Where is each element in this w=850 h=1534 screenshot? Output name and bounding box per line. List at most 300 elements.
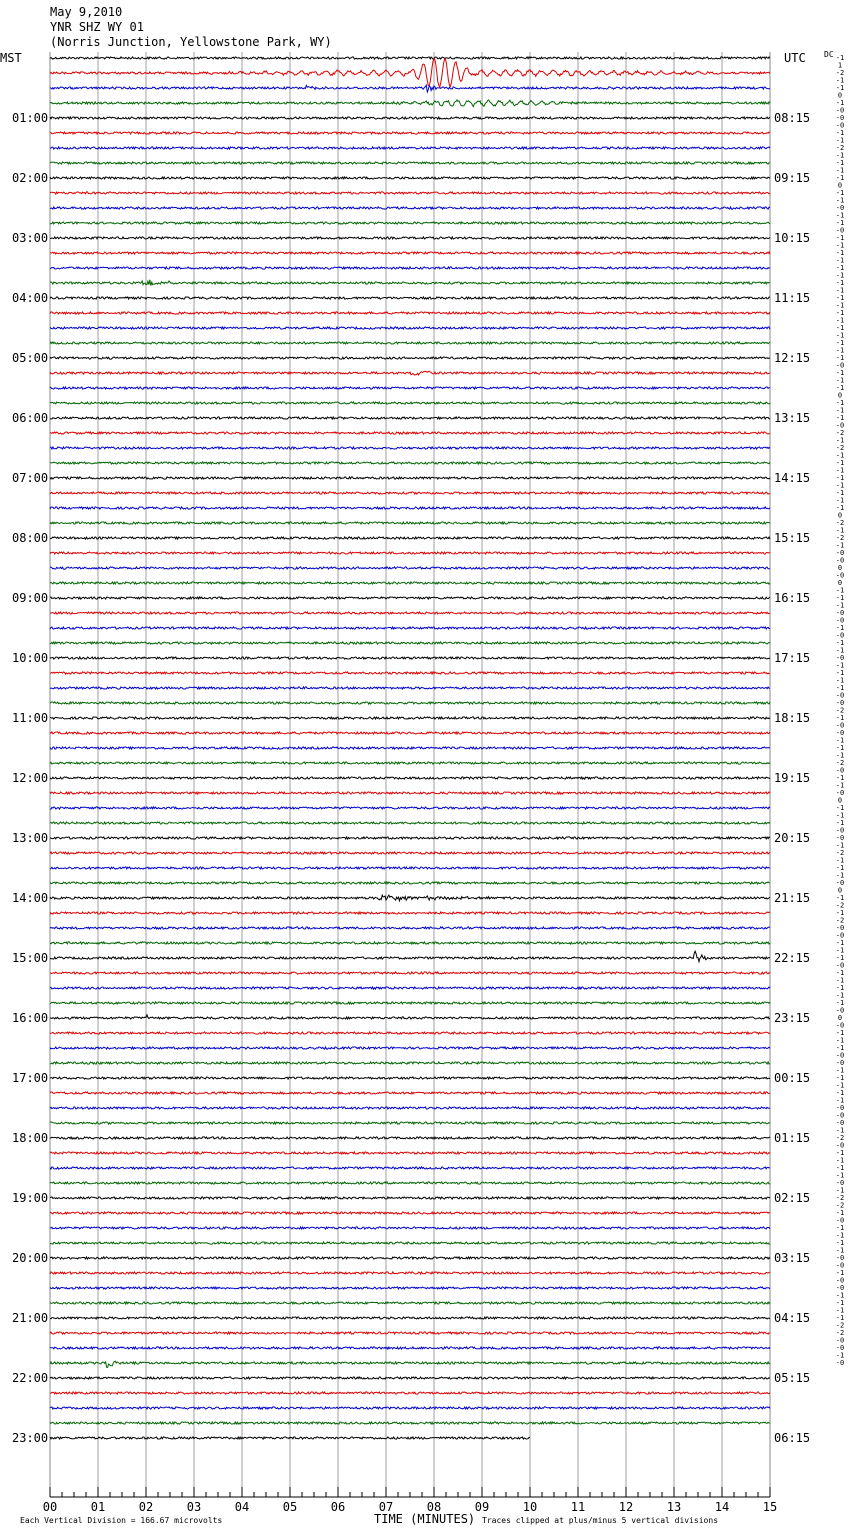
dc-offset-value: -1 — [835, 234, 845, 242]
dc-offset-value: -1 — [835, 954, 845, 962]
hour-label-mst: 18:00 — [12, 1131, 49, 1145]
dc-offset-value: -1 — [835, 781, 845, 790]
trace-70 — [50, 1107, 770, 1109]
dc-offset-value: -0 — [835, 834, 845, 842]
trace-43 — [50, 702, 770, 704]
trace-81 — [50, 1272, 770, 1274]
trace-84 — [50, 1317, 770, 1319]
trace-14 — [50, 267, 770, 269]
hour-label-utc: 15:15 — [774, 531, 811, 545]
dc-offset-value: -1 — [835, 339, 845, 347]
dc-offset-value: -2 — [835, 759, 845, 767]
trace-76 — [50, 1197, 770, 1199]
trace-82 — [50, 1287, 770, 1289]
dc-offset-value: -1 — [835, 249, 845, 257]
dc-offset-value: -0 — [835, 1021, 845, 1030]
station-label: YNR SHZ WY 01 — [50, 20, 144, 34]
dc-offset-value: -2 — [835, 429, 845, 437]
dc-offset-value: -0 — [835, 654, 845, 662]
trace-44 — [50, 717, 770, 719]
dc-offset-value: -1 — [835, 1269, 845, 1277]
dc-offset-value: -1 — [835, 399, 845, 407]
dc-offset-value: -1 — [835, 1239, 845, 1247]
hour-label-utc: 09:15 — [774, 171, 811, 185]
dc-offset-value: -1 — [835, 639, 845, 647]
trace-23 — [50, 402, 770, 404]
dc-offset-value: -1 — [835, 129, 845, 137]
x-tick-label: 07 — [378, 1500, 394, 1514]
dc-offset-value: -1 — [835, 189, 845, 197]
dc-offset-value: -0 — [835, 721, 845, 730]
dc-offset-value: -1 — [835, 331, 845, 340]
trace-11 — [50, 222, 770, 224]
dc-offset-value: -1 — [835, 804, 845, 812]
utc-axis-label: UTC — [784, 51, 806, 65]
dc-offset-value: -1 — [835, 211, 845, 220]
hour-label-mst: 07:00 — [12, 471, 49, 485]
hour-label-utc: 13:15 — [774, 411, 811, 425]
trace-30 — [50, 507, 770, 509]
hour-label-utc: 02:15 — [774, 1191, 811, 1205]
hour-label-mst: 21:00 — [12, 1311, 49, 1325]
x-tick-label: 01 — [90, 1500, 106, 1514]
dc-offset-value: -1 — [835, 1126, 845, 1135]
dc-offset-value: -2 — [835, 519, 845, 527]
hour-label-mst: 23:00 — [12, 1431, 49, 1445]
dc-offset-value: -1 — [835, 1171, 845, 1180]
trace-87 — [50, 1361, 770, 1367]
trace-60 — [50, 951, 770, 961]
dc-offset-value: -1 — [835, 646, 845, 655]
trace-65 — [50, 1032, 770, 1034]
trace-35 — [50, 582, 770, 584]
trace-58 — [50, 927, 770, 929]
x-axis-ticks — [43, 1487, 777, 1514]
dc-offset-value: -1 — [835, 1081, 845, 1090]
trace-36 — [50, 597, 770, 599]
dc-offset-value: -0 — [835, 204, 845, 212]
dc-offset-value: -1 — [835, 76, 845, 85]
trace-86 — [50, 1347, 770, 1349]
x-tick-label: 13 — [666, 1500, 682, 1514]
dc-offset-value: -1 — [835, 946, 845, 955]
dc-offset-value: -2 — [835, 1201, 845, 1210]
hour-label-utc: 22:15 — [774, 951, 811, 965]
dc-offset-value: -2 — [835, 916, 845, 925]
hour-label-utc: 21:15 — [774, 891, 811, 905]
hour-label-mst: 02:00 — [12, 171, 49, 185]
trace-85 — [50, 1332, 770, 1334]
dc-offset-value: -1 — [835, 984, 845, 992]
trace-54 — [50, 867, 770, 869]
trace-78 — [50, 1227, 770, 1229]
dc-offset-value: -0 — [835, 609, 845, 617]
trace-53 — [50, 852, 770, 854]
trace-17 — [50, 312, 770, 314]
hour-label-mst: 14:00 — [12, 891, 49, 905]
hour-label-mst: 10:00 — [12, 651, 49, 665]
dc-offset-value: -0 — [835, 549, 845, 557]
dc-offset-value: -1 — [835, 354, 845, 362]
trace-15 — [50, 280, 770, 286]
dc-offset-value: -1 — [835, 294, 845, 302]
dc-offset-value: -1 — [835, 684, 845, 692]
dc-offset-labels — [836, 54, 844, 1367]
dc-offset-value: -0 — [835, 1216, 845, 1225]
trace-55 — [50, 882, 770, 884]
dc-offset-value: 0 — [837, 181, 843, 190]
x-tick-label: 14 — [714, 1500, 730, 1514]
hour-label-utc: 00:15 — [774, 1071, 811, 1085]
hour-label-mst: 22:00 — [12, 1371, 49, 1385]
trace-83 — [50, 1302, 770, 1304]
x-axis-title: TIME (MINUTES) — [374, 1512, 476, 1526]
dc-offset-value: -1 — [835, 1299, 845, 1307]
trace-25 — [50, 432, 770, 434]
trace-39 — [50, 642, 770, 644]
dc-offset-value: -1 — [835, 1164, 845, 1172]
hour-label-mst: 13:00 — [12, 831, 49, 845]
hour-label-mst: 17:00 — [12, 1071, 49, 1085]
trace-80 — [50, 1257, 770, 1259]
dc-offset-value: -1 — [835, 1096, 845, 1105]
trace-18 — [50, 327, 770, 329]
dc-offset-value: -1 — [835, 586, 845, 595]
dc-label: DC — [824, 50, 834, 59]
trace-56 — [50, 895, 770, 901]
dc-offset-value: -1 — [835, 436, 845, 445]
trace-12 — [50, 237, 770, 239]
trace-22 — [50, 387, 770, 389]
dc-offset-value: -2 — [835, 1329, 845, 1337]
trace-68 — [50, 1077, 770, 1079]
dc-offset-value: -1 — [835, 406, 845, 415]
x-tick-label: 03 — [186, 1500, 202, 1514]
dc-offset-value: 0 — [837, 796, 843, 805]
trace-49 — [50, 792, 770, 794]
dc-offset-value: -1 — [835, 894, 845, 902]
dc-offset-value: -0 — [835, 1344, 845, 1352]
dc-offset-value: -1 — [835, 939, 845, 947]
dc-offset-value: -1 — [835, 496, 845, 505]
trace-75 — [50, 1182, 770, 1184]
dc-offset-value: -1 — [835, 1036, 845, 1045]
dc-offset-value: -1 — [835, 736, 845, 745]
dc-offset-value: -1 — [835, 969, 845, 977]
dc-offset-value: -0 — [835, 1261, 845, 1270]
dc-offset-value: -1 — [835, 841, 845, 850]
hour-label-utc: 04:15 — [774, 1311, 811, 1325]
dc-offset-value: -0 — [835, 631, 845, 640]
dc-offset-value: -2 — [835, 1194, 845, 1202]
hour-label-utc: 08:15 — [774, 111, 811, 125]
dc-offset-value: -2 — [835, 69, 845, 77]
trace-2 — [50, 85, 770, 92]
dc-offset-value: -0 — [835, 556, 845, 565]
x-tick-label: 04 — [234, 1500, 250, 1514]
trace-26 — [50, 447, 770, 449]
dc-offset-value: -0 — [835, 961, 845, 970]
dc-offset-value: -0 — [835, 616, 845, 625]
trace-1 — [50, 59, 770, 87]
trace-5 — [50, 132, 770, 134]
x-tick-label: 15 — [762, 1500, 778, 1514]
hour-label-utc: 01:15 — [774, 1131, 811, 1145]
dc-offset-value: -1 — [835, 504, 845, 512]
dc-offset-value: -0 — [835, 789, 845, 797]
time-gridlines — [50, 52, 770, 1497]
dc-offset-value: -1 — [835, 474, 845, 482]
dc-offset-value: -1 — [835, 1231, 845, 1240]
x-tick-label: 09 — [474, 1500, 490, 1514]
trace-62 — [50, 987, 770, 989]
trace-8 — [50, 177, 770, 179]
trace-66 — [50, 1047, 770, 1049]
dc-offset-value: -1 — [835, 909, 845, 917]
dc-offset-value: -0 — [835, 571, 845, 580]
dc-offset-value: -2 — [835, 849, 845, 857]
dc-offset-value: -1 — [835, 744, 845, 752]
hour-label-utc: 10:15 — [774, 231, 811, 245]
dc-offset-value: 0 — [837, 391, 843, 400]
trace-31 — [50, 522, 770, 524]
dc-offset-value: -0 — [835, 121, 845, 130]
dc-offset-value: -1 — [835, 271, 845, 280]
dc-offset-value: -0 — [835, 931, 845, 940]
dc-offset-value: -1 — [835, 871, 845, 880]
trace-29 — [50, 492, 770, 494]
dc-offset-value: -1 — [835, 1156, 845, 1165]
dc-offset-value: -1 — [835, 241, 845, 250]
seismic-traces — [50, 57, 770, 1439]
hour-label-mst: 16:00 — [12, 1011, 49, 1025]
dc-offset-value: -0 — [835, 1276, 845, 1285]
dc-offset-value: -0 — [835, 1284, 845, 1292]
trace-73 — [50, 1152, 770, 1154]
dc-offset-value: -0 — [835, 1359, 845, 1367]
date-label: May 9,2010 — [50, 5, 123, 19]
trace-3 — [50, 100, 770, 107]
dc-offset-value: -1 — [835, 151, 845, 160]
x-tick-label: 10 — [522, 1500, 538, 1514]
x-tick-label: 05 — [282, 1500, 298, 1514]
dc-offset-value: -1 — [835, 466, 845, 475]
dc-offset-value: -1 — [835, 384, 845, 392]
dc-offset-value: -0 — [835, 879, 845, 887]
trace-72 — [50, 1137, 770, 1139]
dc-offset-value: -0 — [835, 1051, 845, 1060]
dc-offset-value: -1 — [835, 774, 845, 782]
dc-offset-value: -1 — [835, 526, 845, 535]
hour-label-mst: 06:00 — [12, 411, 49, 425]
trace-59 — [50, 942, 770, 945]
dc-offset-value: -0 — [835, 1336, 845, 1345]
dc-offset-value: -1 — [835, 594, 845, 602]
trace-37 — [50, 612, 770, 614]
dc-offset-value: -1 — [835, 1089, 845, 1097]
trace-21 — [50, 371, 770, 375]
trace-88 — [50, 1377, 770, 1379]
dc-offset-value: -1 — [835, 1351, 845, 1360]
hour-label-utc: 06:15 — [774, 1431, 811, 1445]
trace-69 — [50, 1092, 770, 1094]
dc-offset-value: -1 — [835, 1291, 845, 1300]
dc-offset-value: -1 — [835, 1074, 845, 1082]
dc-offset-value: -1 — [835, 166, 845, 175]
trace-34 — [50, 567, 770, 569]
dc-offset-value: -0 — [835, 106, 845, 115]
dc-offset-value: -0 — [835, 1179, 845, 1187]
dc-offset-value: -1 — [835, 856, 845, 865]
trace-16 — [50, 297, 770, 299]
hour-label-mst: 05:00 — [12, 351, 49, 365]
dc-offset-value: -1 — [835, 219, 845, 227]
dc-offset-value: 0 — [837, 511, 843, 520]
trace-20 — [50, 357, 770, 359]
trace-46 — [50, 747, 770, 749]
dc-offset-value: -0 — [835, 1059, 845, 1067]
hour-label-mst: 15:00 — [12, 951, 49, 965]
hour-label-mst: 01:00 — [12, 111, 49, 125]
dc-offset-value: -0 — [835, 1119, 845, 1127]
dc-offset-value: -2 — [835, 706, 845, 715]
trace-52 — [50, 837, 770, 839]
hour-label-mst: 12:00 — [12, 771, 49, 785]
trace-7 — [50, 162, 770, 164]
dc-offset-value: -1 — [835, 451, 845, 460]
trace-64 — [50, 1015, 770, 1019]
hour-label-utc: 11:15 — [774, 291, 811, 305]
hour-label-mst: 09:00 — [12, 591, 49, 605]
mst-axis-label: MST — [0, 51, 22, 65]
trace-51 — [50, 822, 770, 824]
trace-19 — [50, 342, 770, 344]
dc-offset-value: -1 — [835, 1186, 845, 1195]
dc-offset-value: -1 — [835, 459, 845, 467]
trace-13 — [50, 252, 770, 254]
dc-offset-value: 0 — [837, 564, 843, 572]
trace-79 — [50, 1242, 770, 1244]
trace-4 — [50, 117, 770, 119]
trace-40 — [50, 657, 770, 659]
dc-offset-value: -1 — [835, 1029, 845, 1037]
dc-offset-value: -1 — [835, 1224, 845, 1232]
hour-label-utc: 18:15 — [774, 711, 811, 725]
dc-offset-value: -1 — [835, 256, 845, 265]
hour-label-mst: 03:00 — [12, 231, 49, 245]
dc-offset-value: -1 — [835, 714, 845, 722]
dc-offset-value: -2 — [835, 534, 845, 542]
dc-offset-value: 0 — [837, 91, 843, 100]
dc-offset-value: -1 — [835, 1314, 845, 1322]
hour-label-utc: 19:15 — [774, 771, 811, 785]
dc-offset-value: -1 — [835, 99, 845, 107]
dc-offset-value: -1 — [835, 369, 845, 377]
dc-offset-value: -0 — [835, 226, 845, 235]
trace-91 — [50, 1422, 770, 1424]
dc-offset-value: -0 — [835, 1111, 845, 1120]
dc-offset-value: -0 — [835, 1254, 845, 1262]
hour-label-mst: 11:00 — [12, 711, 49, 725]
dc-offset-value: -1 — [835, 309, 845, 317]
trace-71 — [50, 1122, 770, 1124]
trace-50 — [50, 807, 770, 809]
trace-61 — [50, 972, 770, 974]
dc-offset-value: -1 — [835, 669, 845, 677]
dc-offset-value: -1 — [835, 174, 845, 182]
dc-offset-value: -2 — [835, 1321, 845, 1330]
dc-offset-value: -1 — [835, 601, 845, 610]
hour-label-mst: 20:00 — [12, 1251, 49, 1265]
hour-label-utc: 16:15 — [774, 591, 811, 605]
trace-67 — [50, 1062, 770, 1064]
hour-label-utc: 05:15 — [774, 1371, 811, 1385]
dc-offset-value: -1 — [835, 1209, 845, 1217]
trace-0 — [50, 57, 770, 59]
dc-offset-value: -0 — [835, 421, 845, 430]
hour-label-mst: 19:00 — [12, 1191, 49, 1205]
dc-offset-value: -1 — [835, 676, 845, 685]
dc-offset-value: -0 — [835, 924, 845, 932]
hour-label-mst: 08:00 — [12, 531, 49, 545]
x-tick-label: 12 — [618, 1500, 634, 1514]
dc-offset-value: -1 — [835, 316, 845, 325]
trace-63 — [50, 1002, 770, 1004]
dc-offset-value: -1 — [835, 624, 845, 632]
hour-label-utc: 20:15 — [774, 831, 811, 845]
trace-38 — [50, 627, 770, 629]
trace-42 — [50, 687, 770, 689]
dc-offset-value: -0 — [835, 691, 845, 700]
trace-10 — [50, 207, 770, 209]
dc-offset-value: -1 — [835, 976, 845, 985]
trace-9 — [50, 192, 770, 194]
dc-offset-value: -0 — [835, 1104, 845, 1112]
trace-47 — [50, 762, 770, 764]
dc-offset-value: -2 — [835, 144, 845, 152]
dc-offset-value: -0 — [835, 826, 845, 835]
dc-offset-value: -1 — [835, 301, 845, 310]
trace-6 — [50, 147, 770, 149]
dc-offset-value: 0 — [837, 1014, 843, 1022]
x-tick-label: 02 — [138, 1500, 154, 1514]
trace-27 — [50, 462, 770, 464]
trace-33 — [50, 552, 770, 554]
dc-offset-value: -1 — [835, 999, 845, 1007]
dc-offset-value: -0 — [835, 361, 845, 370]
dc-offset-value: -1 — [835, 279, 845, 287]
dc-offset-value: -2 — [835, 1134, 845, 1142]
trace-90 — [50, 1407, 770, 1409]
dc-offset-value: 0 — [837, 886, 843, 895]
hour-label-utc: 14:15 — [774, 471, 811, 485]
scale-note: Each Vertical Division = 166.67 microvolts — [20, 1516, 223, 1525]
trace-32 — [50, 537, 770, 539]
hour-label-utc: 03:15 — [774, 1251, 811, 1265]
dc-offset-value: -1 — [835, 541, 845, 550]
dc-offset-value: -0 — [835, 114, 845, 122]
dc-offset-value: -1 — [835, 864, 845, 872]
dc-offset-value: -0 — [835, 729, 845, 737]
dc-offset-value: -1 — [835, 346, 845, 355]
dc-offset-value: -1 — [835, 159, 845, 167]
trace-74 — [50, 1167, 770, 1169]
dc-offset-value: -1 — [835, 286, 845, 295]
dc-offset-value: -0 — [835, 766, 845, 775]
x-tick-label: 00 — [42, 1500, 58, 1514]
trace-24 — [50, 417, 770, 419]
dc-offset-value: -1 — [835, 324, 845, 332]
